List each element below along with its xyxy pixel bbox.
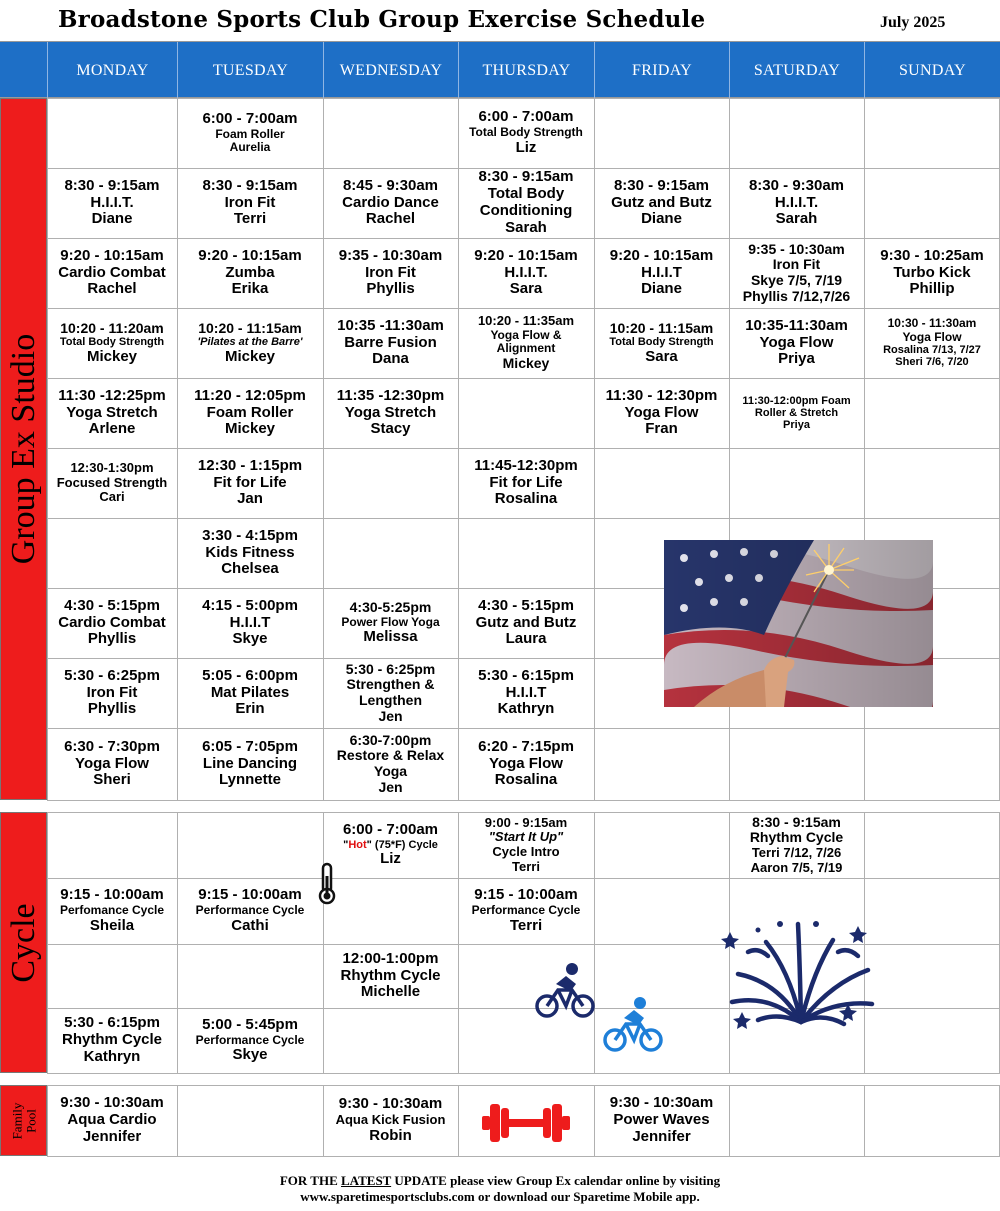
grid-line <box>47 1085 1000 1086</box>
pool-fri: 9:30 - 10:30am Power Waves Jennifer <box>609 1094 714 1145</box>
studio-mon-r5: 12:30-1:30pm Focused Strength Cari <box>56 460 168 505</box>
section-family-pool-label: Family Pool <box>8 1102 38 1139</box>
studio-wed-r9: 6:30-7:00pm Restore & Relax Yoga Jen <box>336 731 445 795</box>
schedule-month: July 2025 <box>880 14 946 31</box>
cycle-thu-r0: 9:00 - 9:15am "Start It Up" Cycle Intro Terri <box>484 814 568 874</box>
section-cycle <box>0 812 47 1073</box>
pool-mon: 9:30 - 10:30am Aqua Cardio Jennifer <box>60 1094 164 1145</box>
grid-line <box>47 800 1000 801</box>
cycle-sat-r0: 8:30 - 9:15am Rhythm Cycle Terri 7/12, 7/26 Aaron 7/5, 7/19 <box>749 813 844 875</box>
studio-fri-r1: 8:30 - 9:15am Gutz and Butz Diane <box>611 176 712 228</box>
studio-thu-r5: 11:45-12:30pm Fit for Life Rosalina <box>474 456 578 508</box>
section-group-ex-studio-label: Group Ex Studio <box>4 333 42 565</box>
studio-tue-r3: 10:20 - 11:15am 'Pilates at the Barre' Mickey <box>197 319 303 365</box>
studio-sat-r1: 8:30 - 9:30am H.I.I.T. Sarah <box>748 176 845 228</box>
studio-wed-r8: 5:30 - 6:25pm Strengthen & Lengthen Jen <box>345 660 436 724</box>
grid-line <box>458 1085 459 1156</box>
cyclist-icon-navy <box>534 962 596 1020</box>
studio-tue-r4: 11:20 - 12:05pm Foam Roller Mickey <box>194 386 306 438</box>
studio-sun-r3: 10:30 - 11:30am Yoga Flow Rosalina 7/13, 7/27 Sheri 7/6, 7/20 <box>883 316 981 369</box>
cycle-wed-r2: 12:00-1:00pm Rhythm Cycle Michelle <box>340 949 441 1001</box>
studio-tue-r7: 4:15 - 5:00pm H.I.I.T Skye <box>202 596 298 648</box>
studio-tue-r5: 12:30 - 1:15pm Fit for Life Jan <box>197 456 303 508</box>
section-family-pool <box>0 1085 47 1156</box>
studio-wed-r1: 8:45 - 9:30am Cardio Dance Rachel <box>342 176 439 228</box>
studio-sun-r2: 9:30 - 10:25am Turbo Kick Phillip <box>880 246 984 298</box>
studio-tue-r8: 5:05 - 6:00pm Mat Pilates Erin <box>202 666 298 718</box>
grid-line <box>729 1085 730 1156</box>
grid-line <box>47 1156 1000 1157</box>
grid-line <box>594 812 595 1073</box>
thermometer-icon <box>316 862 338 906</box>
day-wednesday: WEDNESDAY <box>323 42 458 99</box>
studio-mon-r1: 8:30 - 9:15am H.I.I.T. Diane <box>64 176 160 228</box>
day-friday: FRIDAY <box>594 42 729 99</box>
studio-mon-r3: 10:20 - 11:20am Total Body Strength Mickey <box>59 319 165 365</box>
day-sunday: SUNDAY <box>864 42 1000 99</box>
studio-wed-r3: 10:35 -11:30am Barre Fusion Dana <box>337 316 444 368</box>
cyclist-icon-blue <box>602 996 664 1054</box>
studio-sat-r3: 10:35-11:30am Yoga Flow Priya <box>745 316 848 368</box>
studio-fri-r3: 10:20 - 11:15am Total Body Strength Sara <box>609 319 714 365</box>
studio-mon-r2: 9:20 - 10:15am Cardio Combat Rachel <box>58 246 166 298</box>
fireworks-icon <box>718 912 884 1036</box>
studio-thu-r2: 9:20 - 10:15am H.I.I.T. Sara <box>474 246 578 298</box>
grid-line <box>47 1073 1000 1074</box>
pool-wed: 9:30 - 10:30am Aqua Kick Fusion Robin <box>335 1095 446 1144</box>
studio-mon-r9: 6:30 - 7:30pm Yoga Flow Sheri <box>64 737 160 789</box>
studio-tue-r6: 3:30 - 4:15pm Kids Fitness Chelsea <box>202 526 298 578</box>
studio-wed-r2: 9:35 - 10:30am Iron Fit Phyllis <box>338 246 443 298</box>
studio-mon-r7: 4:30 - 5:15pm Cardio Combat Phyllis <box>58 596 166 648</box>
studio-thu-r3: 10:20 - 11:35am Yoga Flow & Alignment Mickey <box>477 313 575 371</box>
grid-line <box>864 1085 865 1156</box>
studio-thu-r1: 8:30 - 9:15am Total Body Conditioning Sarah <box>478 168 574 236</box>
studio-thu-r8: 5:30 - 6:15pm H.I.I.T Kathryn <box>478 666 574 718</box>
studio-thu-r0: 6:00 - 7:00am Total Body Strength Liz <box>469 108 583 156</box>
studio-mon-r8: 5:30 - 6:25pm Iron Fit Phyllis <box>64 666 160 718</box>
day-tuesday: TUESDAY <box>177 42 323 99</box>
studio-wed-r7: 4:30-5:25pm Power Flow Yoga Melissa <box>341 599 440 646</box>
studio-fri-r4: 11:30 - 12:30pm Yoga Flow Fran <box>605 386 718 438</box>
studio-sat-r4: 11:30-12:00pm Foam Roller & Stretch Priya <box>742 394 851 432</box>
cycle-wed-r0: 6:00 - 7:00am "Hot" (75*F) Cycle Liz <box>342 821 439 868</box>
american-flag-sparkler-image <box>664 540 933 707</box>
day-thursday: THURSDAY <box>458 42 594 99</box>
studio-tue-r2: 9:20 - 10:15am Zumba Erika <box>198 246 302 298</box>
dumbbell-icon <box>480 1098 572 1148</box>
studio-thu-r7: 4:30 - 5:15pm Gutz and Butz Laura <box>475 596 577 648</box>
studio-wed-r4: 11:35 -12:30pm Yoga Stretch Stacy <box>336 386 445 438</box>
cycle-mon-r1: 9:15 - 10:00am Perfomance Cycle Sheila <box>59 886 165 934</box>
studio-sat-r2: 9:35 - 10:30am Iron Fit Skye 7/5, 7/19 Phyllis 7/12,7/26 <box>742 240 851 304</box>
day-saturday: SATURDAY <box>729 42 864 99</box>
studio-fri-r2: 9:20 - 10:15am H.I.I.T Diane <box>609 246 714 298</box>
day-header-bar <box>0 41 1000 98</box>
section-group-ex-studio <box>0 98 47 800</box>
cycle-tue-r3: 5:00 - 5:45pm Performance Cycle Skye <box>195 1015 305 1064</box>
studio-thu-r9: 6:20 - 7:15pm Yoga Flow Rosalina <box>478 737 574 789</box>
footer-note: FOR THE LATEST UPDATE please view Group Ex calendar online by visiting www.sparetimesportsclubs.com or download our Sparetime Mobile app. <box>0 1173 1000 1206</box>
footer-latest: LATEST <box>341 1173 392 1188</box>
studio-mon-r4: 11:30 -12:25pm Yoga Stretch Arlene <box>58 386 166 438</box>
studio-tue-r1: 8:30 - 9:15am Iron Fit Terri <box>202 176 298 228</box>
cycle-thu-r1: 9:15 - 10:00am Performance Cycle Terri <box>471 886 581 934</box>
grid-line <box>177 1085 178 1156</box>
day-monday: MONDAY <box>47 42 177 99</box>
footer-website-line: www.sparetimesportsclubs.com or download our Sparetime Mobile app. <box>300 1189 700 1205</box>
section-cycle-label: Cycle <box>4 902 42 983</box>
schedule-title: Broadstone Sports Club Group Exercise Schedule <box>58 6 706 33</box>
cycle-tue-r1: 9:15 - 10:00am Performance Cycle Cathi <box>195 886 305 934</box>
studio-tue-r0: 6:00 - 7:00am Foam Roller Aurelia <box>202 110 298 155</box>
studio-tue-r9: 6:05 - 7:05pm Line Dancing Lynnette <box>202 737 298 789</box>
cycle-mon-r3: 5:30 - 6:15pm Rhythm Cycle Kathryn <box>61 1014 163 1065</box>
